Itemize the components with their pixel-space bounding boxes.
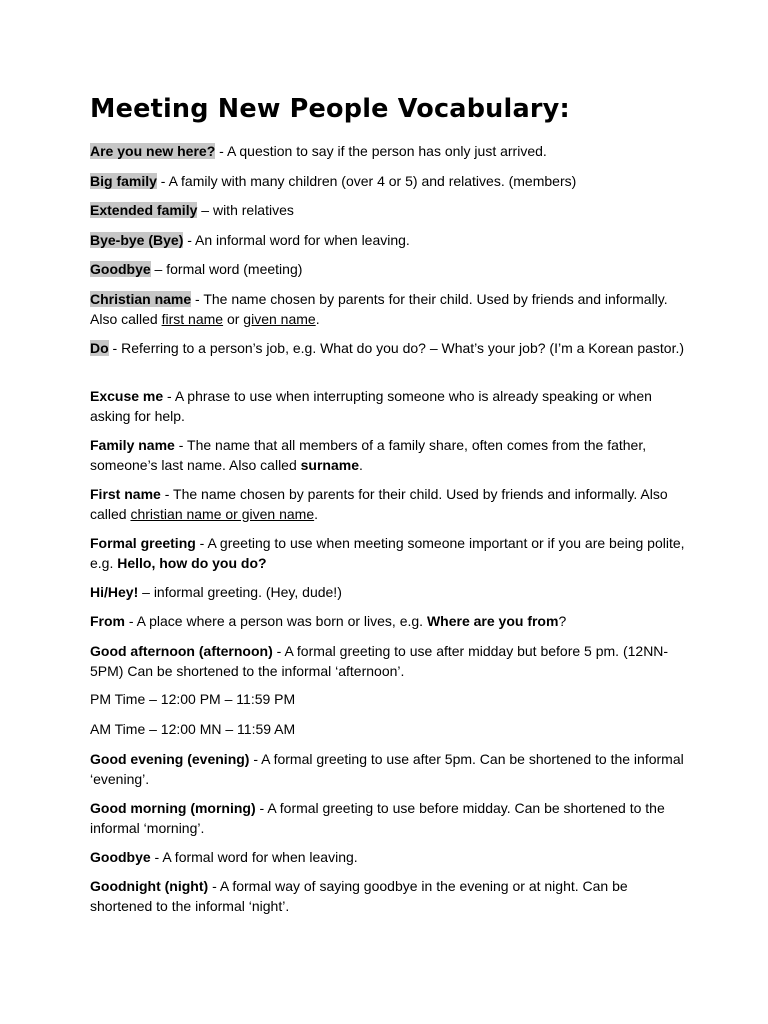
- underlined-term-given-name: given name: [243, 310, 316, 327]
- vocab-entry-do: Do - Referring to a person’s job, e.g. What do you do? – What’s your job? (I’m a Korean pastor.): [90, 340, 685, 356]
- vocab-entry-good-evening: Good evening (evening) - A formal greeting to use after 5pm. Can be shortened to the informal ‘evening’.: [90, 751, 684, 787]
- vocab-term: Bye-bye (Bye): [90, 232, 184, 248]
- vocab-definition: formal word (meeting): [166, 261, 303, 277]
- vocab-entry-bye-bye: Bye-bye (Bye) - An informal word for when leaving.: [90, 232, 410, 248]
- vocab-entry-hi-hey: Hi/Hey! – informal greeting. (Hey, dude!): [90, 584, 342, 600]
- vocab-definition: A formal word for when leaving.: [162, 849, 358, 865]
- time-note-pm: PM Time – 12:00 PM – 11:59 PM: [90, 691, 296, 707]
- vocab-term: First name: [90, 486, 161, 502]
- vocab-entry-excuse-me: Excuse me - A phrase to use when interrupting someone who is already speaking or when asking for help.: [90, 388, 652, 424]
- vocab-definition: with relatives: [212, 202, 294, 218]
- vocab-definition: The name chosen by parents for their child. Used by friends and informally. Also called: [90, 291, 668, 327]
- underlined-term-christian-name: christian name or given name: [130, 505, 315, 522]
- vocab-definition: Referring to a person’s job, e.g. What do you do? – What’s your job? (I’m a Korean pastor.): [121, 340, 685, 356]
- vocab-entry-good-afternoon: Good afternoon (afternoon) - A formal greeting to use after midday but before 5 pm. (12NN-5PM) Can be shortened to the informal ‘afternoon’.: [90, 643, 669, 679]
- bold-example-phrase: Hello, how do you do?: [117, 554, 267, 571]
- vocab-entry-from: From - A place where a person was born or lives, e.g. Where are you from?: [90, 613, 567, 629]
- vocab-term: Excuse me: [90, 388, 164, 404]
- vocab-definition: A formal way of saying goodbye in the evening or at night. Can be shortened to the informal ‘night’.: [90, 878, 628, 914]
- bold-term-surname: surname: [300, 456, 359, 473]
- vocab-definition: A formal greeting to use after midday but before 5 pm. (12NN-5PM) Can be shortened to the informal ‘afternoon’.: [90, 643, 669, 679]
- vocab-definition: A family with many children (over 4 or 5) and relatives. (members): [168, 173, 577, 189]
- vocab-term: Good evening (evening): [90, 751, 250, 767]
- vocab-entry-christian-name: Christian name - The name chosen by parents for their child. Used by friends and informally. Also called first name or given name.: [90, 291, 668, 327]
- vocab-entry-family-name: Family name - The name that all members of a family share, often comes from the father, someone’s last name. Also called surname.: [90, 437, 647, 473]
- vocab-entry-big-family: Big family - A family with many children (over 4 or 5) and relatives. (members): [90, 173, 577, 189]
- vocab-term: Big family: [90, 173, 157, 189]
- vocab-definition: A phrase to use when interrupting someone who is already speaking or when asking for help.: [90, 388, 652, 424]
- vocab-entry-are-you-new-here: Are you new here? - A question to say if the person has only just arrived.: [90, 143, 547, 159]
- vocab-term: Good afternoon (afternoon): [90, 643, 273, 659]
- vocab-entry-good-morning: Good morning (morning) - A formal greeting to use before midday. Can be shortened to the informal ‘morning’.: [90, 800, 665, 836]
- vocab-term: Are you new here?: [90, 143, 216, 159]
- vocab-term: Family name: [90, 437, 175, 453]
- vocab-term: Goodbye: [90, 261, 151, 277]
- vocab-definition: The name chosen by parents for their child. Used by friends and informally. Also called: [90, 486, 668, 522]
- vocab-term: Hi/Hey!: [90, 584, 139, 600]
- vocab-term: Good morning (morning): [90, 800, 256, 816]
- vocab-definition: An informal word for when leaving.: [195, 232, 410, 248]
- vocab-definition: informal greeting. (Hey, dude!): [153, 584, 342, 600]
- vocab-entry-goodnight: Goodnight (night) - A formal way of saying goodbye in the evening or at night. Can be shortened to the informal ‘night’.: [90, 878, 628, 914]
- vocab-entry-extended-family: Extended family – with relatives: [90, 202, 294, 218]
- vocab-definition: A formal greeting to use before midday. Can be shortened to the informal ‘morning’.: [90, 800, 665, 836]
- vocab-term: From: [90, 613, 125, 629]
- vocab-definition: A place where a person was born or lives, e.g.: [136, 613, 427, 629]
- vocab-term: Christian name: [90, 291, 192, 307]
- vocab-term: Extended family: [90, 202, 198, 218]
- vocab-definition: A formal greeting to use after 5pm. Can be shortened to the informal ‘evening’.: [90, 751, 684, 787]
- vocab-entry-first-name: First name - The name chosen by parents for their child. Used by friends and informally. Also called christian name or given name.: [90, 486, 668, 522]
- vocab-definition: A question to say if the person has only just arrived.: [226, 143, 547, 159]
- vocab-entry-goodbye-leaving: Goodbye - A formal word for when leaving.: [90, 849, 358, 865]
- vocab-definition: A greeting to use when meeting someone important or if you are being polite, e.g.: [90, 535, 685, 571]
- vocab-term: Formal greeting: [90, 535, 196, 551]
- document-title: Meeting New People Vocabulary:: [90, 94, 570, 124]
- time-note-am: AM Time – 12:00 MN – 11:59 AM: [90, 721, 296, 737]
- vocab-term: Goodbye: [90, 849, 151, 865]
- underlined-term-first-name: first name: [161, 310, 224, 327]
- vocab-term: Do: [90, 340, 109, 356]
- vocab-term: Goodnight (night): [90, 878, 209, 894]
- vocab-entry-formal-greeting: Formal greeting - A greeting to use when meeting someone important or if you are being polite, e.g. Hello, how do you do?: [90, 535, 685, 571]
- bold-example-phrase: Where are you from: [426, 613, 559, 629]
- vocab-entry-goodbye-formal: Goodbye – formal word (meeting): [90, 261, 303, 277]
- vocab-definition: The name that all members of a family share, often comes from the father, someone’s last name. Also called: [90, 437, 647, 473]
